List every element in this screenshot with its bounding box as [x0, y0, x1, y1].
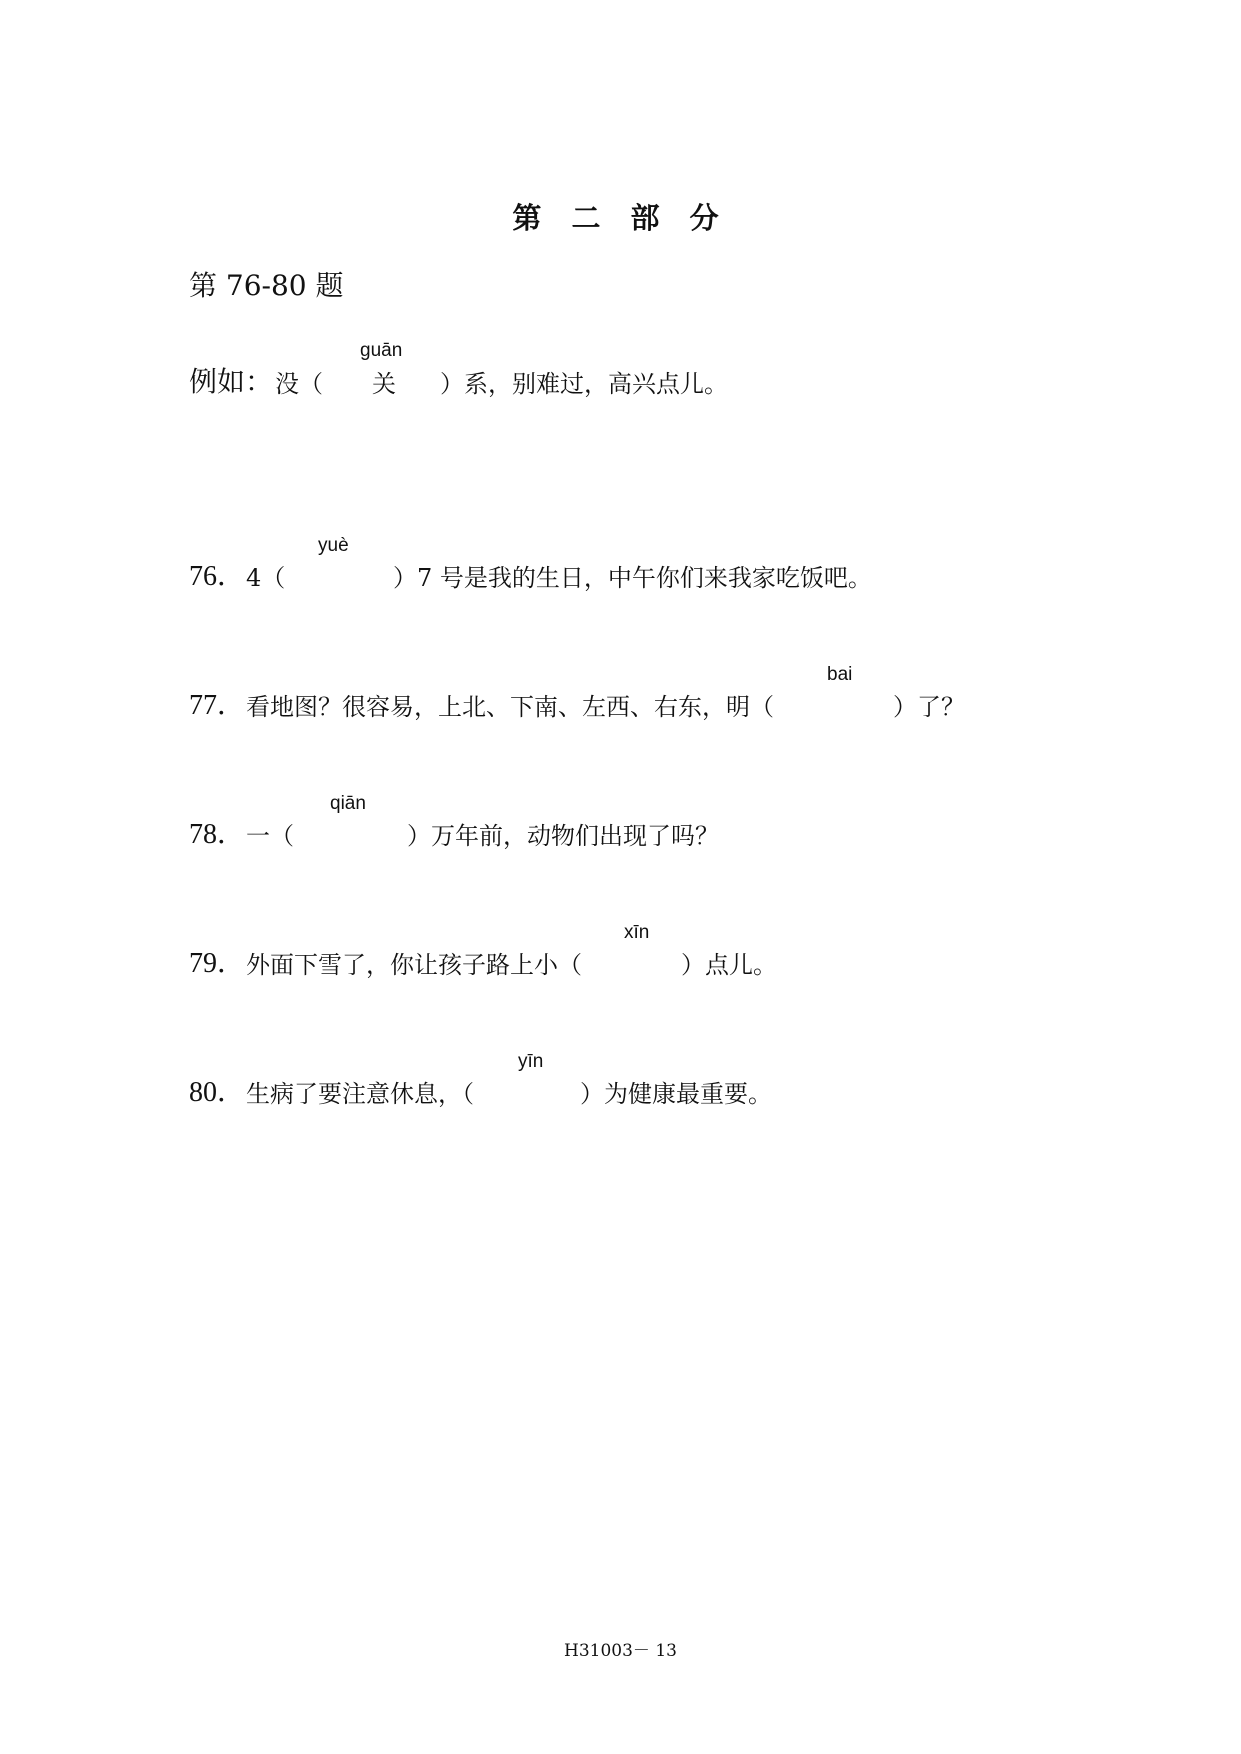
q77-pinyin: bai [827, 664, 853, 685]
q78-pinyin: qiān [330, 793, 366, 814]
q80-number: 80． [189, 1077, 246, 1108]
q79-after: ）点儿。 [681, 951, 777, 979]
q77-before: 看地图？很容易，上北、下南、左西、右东，明（ [246, 693, 774, 721]
q80-before: 生病了要注意休息，（ [246, 1080, 474, 1108]
q78-number: 78． [189, 819, 246, 850]
example-label: 例如： [189, 365, 274, 398]
q76-number: 76． [189, 561, 246, 592]
q79-before: 外面下雪了，你让孩子路上小（ [246, 951, 582, 979]
section-title: 第 二 部 分 [512, 201, 729, 235]
q76-after: ）7 号是我的生日，中午你们来我家吃饭吧。 [393, 564, 872, 592]
q80-pinyin: yīn [518, 1051, 544, 1072]
q79-number: 79． [189, 948, 246, 979]
q80-after: ）为健康最重要。 [580, 1080, 772, 1108]
q77-after: ）了？ [893, 693, 965, 721]
q78-after: ）万年前，动物们出现了吗？ [407, 822, 719, 850]
example-answer: 关 [372, 370, 396, 398]
example-pinyin: guān [360, 340, 403, 361]
q76-before: 4（ [246, 564, 286, 592]
q79-pinyin: xīn [624, 922, 650, 943]
question-range: 第 76-80 题 [189, 269, 344, 302]
q77-number: 77． [189, 690, 246, 721]
example-before: 没（ [275, 370, 323, 398]
page-footer: H31003－ 13 [564, 1641, 677, 1661]
example-after: ）系，别难过，高兴点儿。 [440, 370, 728, 398]
q76-pinyin: yuè [318, 535, 349, 556]
q78-before: 一（ [246, 822, 294, 850]
